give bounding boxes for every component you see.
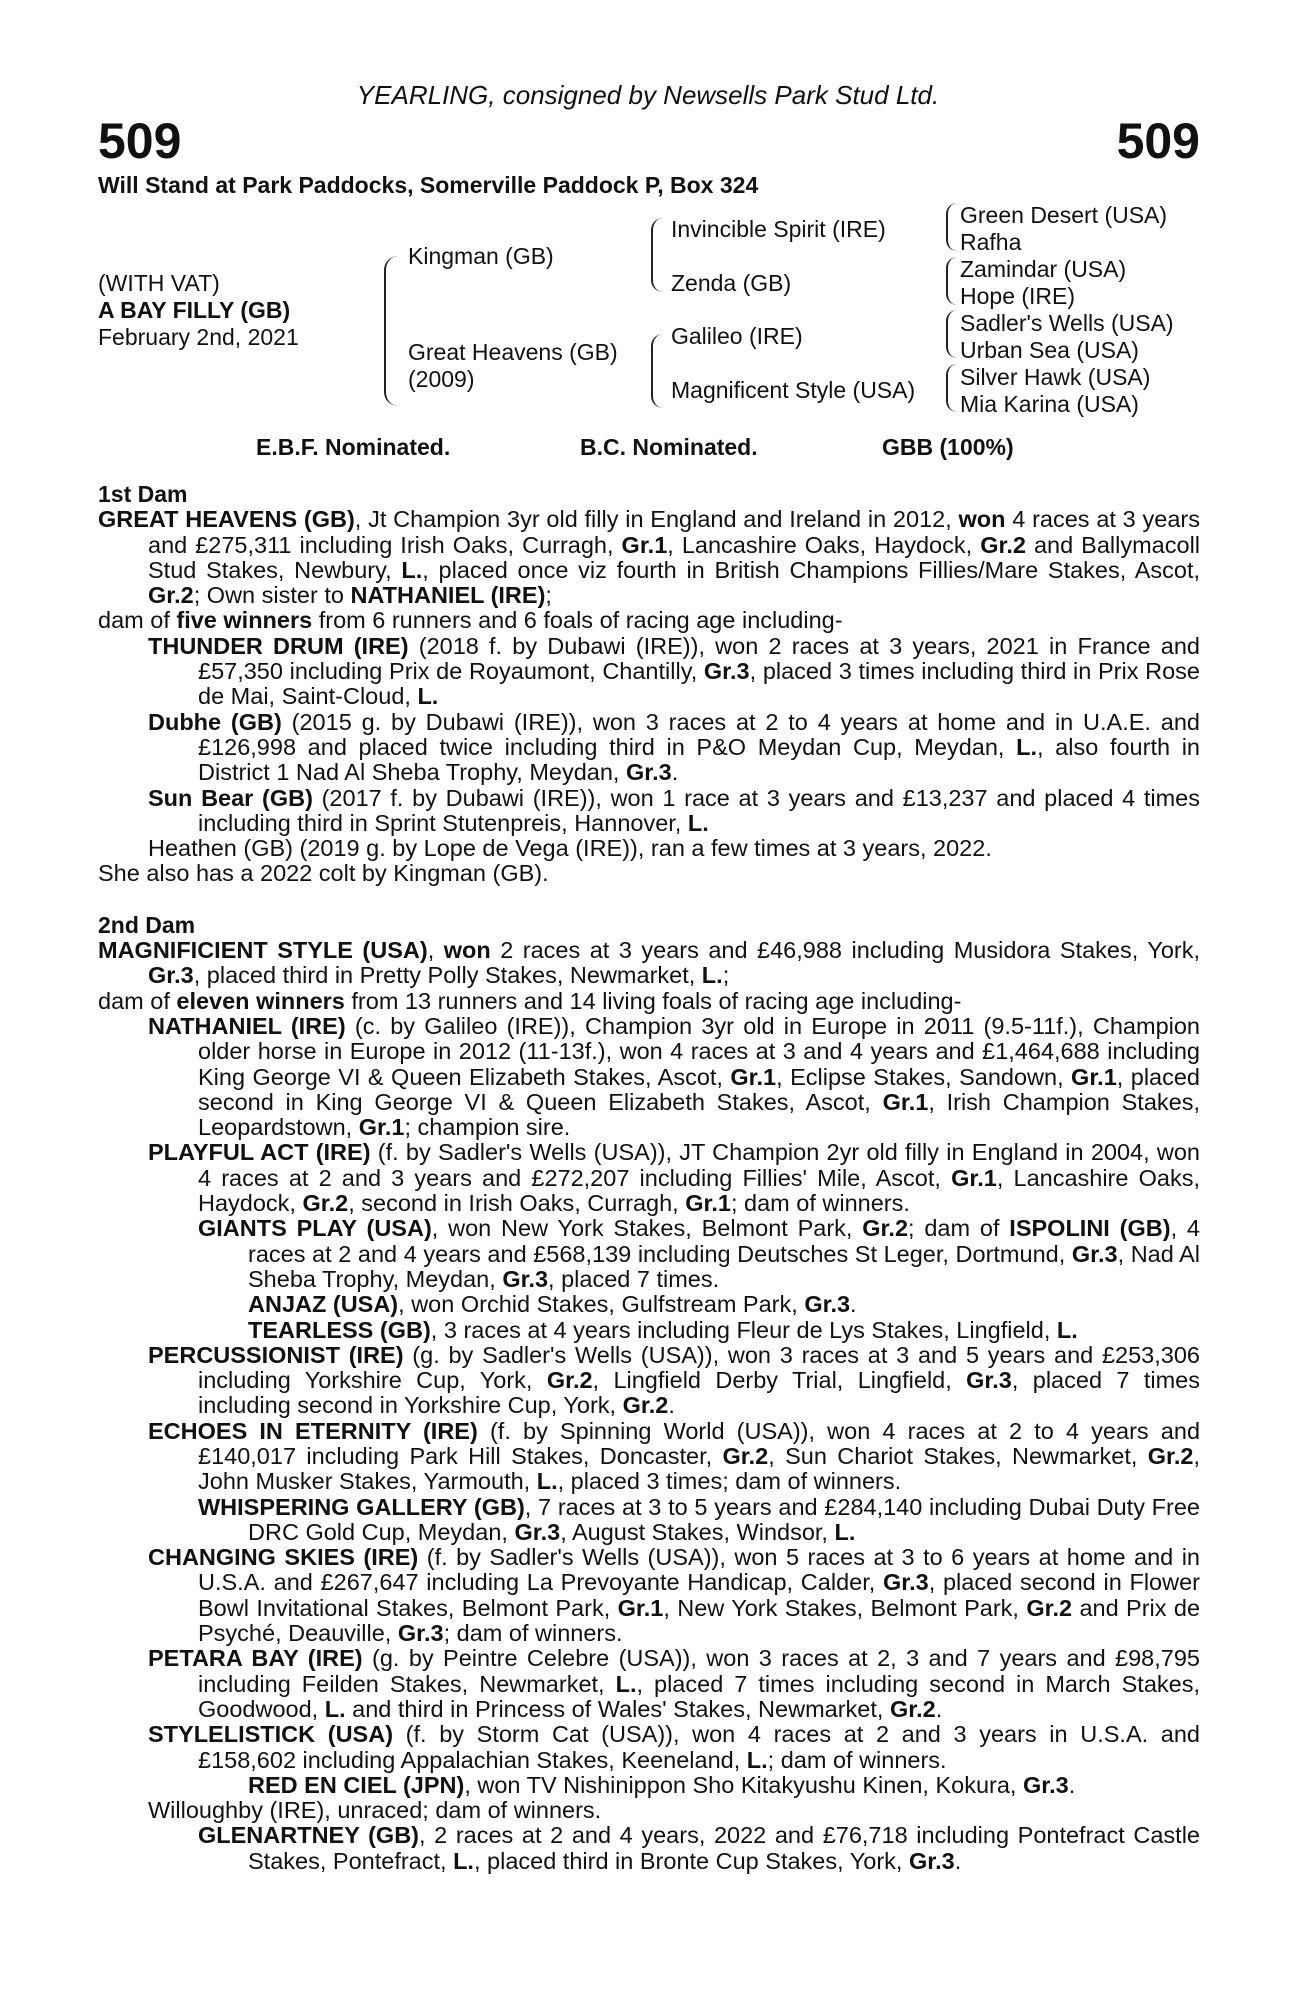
text: , Lingfield Derby Trial, Lingfield, xyxy=(592,1367,967,1394)
text: , Lancashire Oaks, Haydock, xyxy=(667,531,981,558)
text: , placed second in King George VI & Queen Elizabeth Stakes, Ascot, xyxy=(198,1063,1200,1115)
bold-text: L. xyxy=(1056,1316,1078,1343)
text: She also has a 2022 colt by Kingman (GB). xyxy=(98,860,549,887)
text: (f. by Spinning World (USA)), won 4 races at 2 to 4 years and £140,017 including Park Hill Stakes, Doncaster, xyxy=(198,1417,1201,1469)
foaled-date: February 2nd, 2021 xyxy=(98,324,299,350)
stand-location: Will Stand at Park Paddocks, Somerville Paddock P, Box 324 xyxy=(98,172,759,198)
bold-text: L. xyxy=(615,1670,637,1697)
bold-text: Gr.1 xyxy=(621,531,668,558)
text: , Sun Chariot Stakes, Newmarket, xyxy=(768,1442,1148,1469)
produce-2022-colt xyxy=(98,861,1200,886)
text: . xyxy=(1068,1771,1076,1798)
text: (2017 f. by Dubawi (IRE)), won 1 race at 3 years and £13,237 and placed 4 times including third in Sprint Stutenpreis, Hannover, xyxy=(198,784,1200,836)
bold-text: Gr.1 xyxy=(617,1594,664,1621)
text: and Prix de Psyché, Deauville, xyxy=(198,1594,1201,1647)
dam: Great Heavens (GB) xyxy=(408,339,618,365)
text: . xyxy=(671,759,679,786)
text: , won New York Stakes, Belmont Park, xyxy=(431,1215,863,1242)
text: dam of xyxy=(98,607,177,634)
bold-text: L. xyxy=(401,556,423,583)
text: , Lancashire Oaks, Haydock, xyxy=(198,1164,1200,1217)
gg-5: Sadler's Wells (USA) xyxy=(960,310,1174,336)
text: , placed 7 times including second in Yorkshire Cup, York, xyxy=(198,1367,1200,1419)
text: ; xyxy=(722,962,730,989)
gg-2: Rafha xyxy=(960,229,1022,255)
bold-text: Gr.3 xyxy=(966,1367,1012,1394)
bold-text: MAGNIFICIENT STYLE (USA) xyxy=(98,937,428,964)
bold-text: Dubhe (GB) xyxy=(148,708,282,735)
grandproduce-tearless xyxy=(98,1318,1200,1343)
text: ; Own sister to xyxy=(193,582,351,609)
bold-text: NATHANIEL (IRE) xyxy=(148,1012,346,1039)
text: ; dam of xyxy=(908,1215,1010,1242)
bold-text: Gr.3 xyxy=(1023,1771,1069,1798)
bold-text: ISPOLINI (GB) xyxy=(1009,1215,1171,1242)
pedigree-brace-3a xyxy=(946,203,957,251)
text: , 2 races at 2 and 4 years, 2022 and £76,718 including Pontefract Castle Stakes, Pontefract, xyxy=(248,1822,1200,1874)
text: , won TV Nishinippon Sho Kitakyushu Kinen, Kokura, xyxy=(464,1771,1023,1798)
pedigree-brace-3d xyxy=(946,364,957,412)
text: , August Stakes, Windsor, xyxy=(560,1518,835,1545)
pedigree-brace-1 xyxy=(384,256,398,406)
bold-text: Gr.3 xyxy=(804,1291,851,1318)
bold-text: Gr.1 xyxy=(358,1114,405,1141)
text: , second in Irish Oaks, Curragh, xyxy=(348,1190,686,1217)
consignment-line: YEARLING, consigned by Newsells Park Stud Ltd. xyxy=(356,80,940,110)
bold-text: Gr.1 xyxy=(685,1190,731,1217)
pedigree-brace-3c xyxy=(946,310,957,358)
text: , Irish Champion Stakes, Leopardstown, xyxy=(198,1088,1201,1141)
gg-6: Urban Sea (USA) xyxy=(960,337,1139,363)
lot-number-left: 509 xyxy=(98,113,182,169)
bold-text: won xyxy=(958,506,1006,533)
bold-text: L. xyxy=(701,962,723,989)
bold-text: Gr.2 xyxy=(722,1442,769,1469)
bold-text: L. xyxy=(746,1746,768,1773)
text: , placed 7 times including second in March Stakes, Goodwood, xyxy=(198,1670,1201,1722)
produce-percussionist xyxy=(98,1343,1200,1419)
grandproduce-giants-play xyxy=(98,1216,1200,1292)
bold-text: Gr.2 xyxy=(148,582,194,609)
produce-thunder-drum xyxy=(98,634,1200,710)
text: , placed once viz fourth in British Champions Fillies/Mare Stakes, Ascot, xyxy=(422,556,1200,583)
text: and third in Princess of Wales' Stakes, Newmarket, xyxy=(345,1695,890,1722)
pedigree-table xyxy=(98,202,1200,418)
bold-text: ANJAZ (USA) xyxy=(248,1291,399,1318)
bold-text: Gr.3 xyxy=(703,658,750,685)
text: Heathen (GB) (2019 g. by Lope de Vega (IRE)), ran a few times at 3 years, 2022. xyxy=(148,835,992,862)
bold-text: L. xyxy=(536,1468,558,1495)
bold-text: Gr.1 xyxy=(951,1164,997,1191)
first-dam-entry xyxy=(98,507,1200,608)
text: (2015 g. by Dubawi (IRE)), won 3 races at 2 to 4 years at home and in U.A.E. and £126,998 and placed twice including third in P&O Meydan Cup, Meydan, xyxy=(198,708,1200,760)
bold-text: won xyxy=(443,937,491,964)
bc-nomination: B.C. Nominated. xyxy=(580,434,758,460)
text: , John Musker Stakes, Yarmouth, xyxy=(198,1442,1200,1495)
bold-text: L. xyxy=(1016,733,1037,760)
produce-willoughby xyxy=(98,1798,1200,1823)
bold-text: PETARA BAY (IRE) xyxy=(148,1645,363,1672)
text: , won Orchid Stakes, Gulfstream Park, xyxy=(398,1291,805,1318)
text: , 7 races at 3 to 5 years and £284,140 including Dubai Duty Free DRC Gold Cup, Meydan, xyxy=(248,1493,1200,1545)
text: (f. by Sadler's Wells (USA)), won 5 races at 3 to 6 years at home and in U.S.A. and £267,647 including La Prevoyante Handicap, Calder, xyxy=(198,1544,1200,1596)
sire-sire: Invincible Spirit (IRE) xyxy=(671,216,886,242)
bold-text: WHISPERING GALLERY (GB) xyxy=(198,1493,525,1520)
gg-7: Silver Hawk (USA) xyxy=(960,364,1151,390)
pedigree-brace-2a xyxy=(651,218,663,292)
first-dam-produce-summary xyxy=(98,608,1200,633)
text: ; dam of winners. xyxy=(730,1190,910,1217)
text: (f. by Sadler's Wells (USA)), JT Champion 2yr old filly in England in 2004, won 4 races at 2 and 3 years and £272,207 including Fillies' Mile, Ascot, xyxy=(198,1139,1200,1191)
text: from 6 runners and 6 foals of racing age including- xyxy=(312,607,843,634)
produce-heathen xyxy=(98,836,1200,861)
gg-8: Mia Karina (USA) xyxy=(960,391,1139,417)
first-dam-heading: 1st Dam xyxy=(98,481,188,507)
text: ; xyxy=(545,582,552,609)
pedigree-brace-2b xyxy=(651,334,663,408)
bold-text: five winners xyxy=(176,607,313,634)
bold-text: GIANTS PLAY (USA) xyxy=(198,1215,432,1242)
vat-note: (WITH VAT) xyxy=(98,270,220,296)
bold-text: Gr.3 xyxy=(626,759,672,786)
bold-text: Gr.2 xyxy=(889,1695,936,1722)
text: , Eclipse Stakes, Sandown, xyxy=(776,1063,1072,1090)
bold-text: Gr.3 xyxy=(883,1569,929,1596)
bold-text: Gr.3 xyxy=(514,1518,561,1545)
text: (g. by Sadler's Wells (USA)), won 3 races at 3 and 5 years and £253,306 including Yorkshire Cup, York, xyxy=(198,1341,1200,1394)
text: from 13 runners and 14 living foals of racing age including- xyxy=(344,987,962,1014)
second-dam-entry xyxy=(98,938,1200,989)
bold-text: RED EN CIEL (JPN) xyxy=(248,1771,465,1798)
text: Willoughby (IRE), unraced; dam of winners. xyxy=(148,1797,602,1824)
text: , placed third in Bronte Cup Stakes, York, xyxy=(473,1847,909,1874)
gg-3: Zamindar (USA) xyxy=(960,256,1127,282)
ebf-nomination: E.B.F. Nominated. xyxy=(256,434,451,460)
bold-text: Gr.2 xyxy=(302,1190,349,1217)
bold-text: Gr.2 xyxy=(622,1392,669,1419)
grandproduce-anjaz xyxy=(98,1292,1200,1317)
text: , Jt Champion 3yr old filly in England and Ireland in 2012, xyxy=(354,506,959,533)
bold-text: eleven winners xyxy=(176,987,345,1014)
text: , 3 races at 4 years including Fleur de Lys Stakes, Lingfield, xyxy=(430,1316,1057,1343)
text: . xyxy=(954,1847,962,1874)
grandproduce-red-en-ciel xyxy=(98,1773,1200,1798)
bold-text: TEARLESS (GB) xyxy=(248,1316,431,1343)
dam-year: (2009) xyxy=(408,366,475,392)
bold-text: THUNDER DRUM (IRE) xyxy=(148,632,409,659)
bold-text: Gr.2 xyxy=(1147,1442,1194,1469)
bold-text: Gr.1 xyxy=(882,1088,929,1115)
bold-text: Gr.2 xyxy=(1026,1594,1073,1621)
text: (g. by Peintre Celebre (USA)), won 3 races at 2, 3 and 7 years and £98,795 including Feilden Stakes, Newmarket, xyxy=(198,1645,1200,1697)
text: , also fourth in District 1 Nad Al Sheba Trophy, Meydan, xyxy=(198,733,1200,786)
produce-playful-act xyxy=(98,1140,1200,1216)
text: , placed second in Flower Bowl Invitational Stakes, Belmont Park, xyxy=(198,1569,1200,1621)
text: . xyxy=(935,1695,943,1722)
produce-sun-bear xyxy=(98,786,1200,837)
bold-text: Gr.2 xyxy=(862,1215,909,1242)
lot-number-right: 509 xyxy=(1116,113,1200,169)
pedigree-notes xyxy=(98,482,1200,1874)
bold-text: Gr.3 xyxy=(502,1265,549,1292)
bold-text: Gr.2 xyxy=(980,531,1026,558)
produce-nathaniel xyxy=(98,1014,1200,1140)
text: dam of xyxy=(98,987,177,1014)
text: , xyxy=(427,937,444,964)
bold-text: L. xyxy=(687,809,709,836)
text: , 4 races at 2 and 4 years and £568,139 including Deutsches St Leger, Dortmund, xyxy=(248,1215,1200,1267)
bold-text: L. xyxy=(324,1695,346,1722)
bold-text: L. xyxy=(834,1518,856,1545)
text: , placed 7 times. xyxy=(548,1265,720,1292)
produce-petara-bay xyxy=(98,1646,1200,1722)
text: (2018 f. by Dubawi (IRE)), won 2 races at 3 years, 2021 in France and £57,350 including Prix de Royaumont, Chantilly, xyxy=(198,632,1200,685)
text: . xyxy=(850,1291,857,1318)
gg-4: Hope (IRE) xyxy=(960,283,1076,309)
text: (f. by Storm Cat (USA)), won 4 races at 2 and 3 years in U.S.A. and £158,602 including Appalachian Stakes, Keeneland, xyxy=(198,1721,1200,1773)
text: . xyxy=(668,1392,675,1419)
bold-text: L. xyxy=(453,1847,474,1874)
text: , placed third in Pretty Polly Stakes, Newmarket, xyxy=(193,962,702,989)
bold-text: Gr.3 xyxy=(908,1847,955,1874)
text: , placed 3 times; dam of winners. xyxy=(557,1468,902,1495)
bold-text: STYLELISTICK (USA) xyxy=(148,1721,394,1748)
text: and Ballymacoll Stud Stakes, Newbury, xyxy=(148,531,1201,583)
bold-text: Gr.1 xyxy=(1071,1063,1117,1090)
dam-dam: Magnificent Style (USA) xyxy=(671,377,916,403)
produce-echoes-in-eternity xyxy=(98,1419,1200,1495)
gg-1: Green Desert (USA) xyxy=(960,202,1168,228)
bold-text: GLENARTNEY (GB) xyxy=(198,1822,419,1849)
grandproduce-whispering-gallery xyxy=(98,1495,1200,1546)
dam-sire: Galileo (IRE) xyxy=(671,323,803,349)
bold-text: L. xyxy=(417,683,439,710)
text: (c. by Galileo (IRE)), Champion 3yr old in Europe in 2011 (9.5-11f.), Champion older horse in Europe in 2012 (11-13f.), won 4 races at 3 and 4 years and £1,464,688 including King George VI & Queen Elizabeth Stakes, Ascot, xyxy=(198,1012,1200,1090)
bold-text: Sun Bear (GB) xyxy=(148,784,313,811)
section-gap xyxy=(98,887,1200,913)
text: 4 races at 3 years and £275,311 including Irish Oaks, Curragh, xyxy=(148,506,1200,558)
text: ; dam of winners. xyxy=(767,1746,947,1773)
produce-stylelistick xyxy=(98,1722,1200,1773)
bold-text: ECHOES IN ETERNITY (IRE) xyxy=(148,1417,478,1444)
text: ; dam of winners. xyxy=(443,1620,623,1647)
bold-text: Gr.3 xyxy=(1071,1240,1118,1267)
bold-text: PLAYFUL ACT (IRE) xyxy=(148,1139,371,1166)
bold-text: Gr.3 xyxy=(397,1620,444,1647)
sire: Kingman (GB) xyxy=(408,243,554,269)
text: 2 races at 3 years and £46,988 including Musidora Stakes, York, xyxy=(490,937,1200,964)
grandproduce-glenartney xyxy=(98,1823,1200,1874)
bold-text: PERCUSSIONIST (IRE) xyxy=(148,1341,404,1368)
bold-text: Gr.3 xyxy=(148,962,194,989)
bold-text: GREAT HEAVENS (GB) xyxy=(98,506,355,533)
horse-name: A BAY FILLY (GB) xyxy=(98,297,291,323)
bold-text: Gr.2 xyxy=(546,1367,593,1394)
produce-dubhe xyxy=(98,710,1200,786)
bold-text: NATHANIEL (IRE) xyxy=(350,582,546,609)
pedigree-brace-3b xyxy=(946,257,957,305)
text: , Nad Al Sheba Trophy, Meydan, xyxy=(248,1240,1200,1292)
second-dam-heading: 2nd Dam xyxy=(98,911,196,938)
text: , New York Stakes, Belmont Park, xyxy=(663,1594,1027,1621)
produce-changing-skies xyxy=(98,1545,1200,1646)
text: , placed 3 times including third in Prix Rose de Mai, Saint-Cloud, xyxy=(198,658,1200,710)
second-dam-produce-summary xyxy=(98,989,1200,1014)
text: ; champion sire. xyxy=(404,1114,571,1141)
gbb-note: GBB (100%) xyxy=(882,434,1014,460)
bold-text: CHANGING SKIES (IRE) xyxy=(148,1544,419,1571)
sire-dam: Zenda (GB) xyxy=(671,270,792,296)
bold-text: Gr.1 xyxy=(730,1063,777,1090)
